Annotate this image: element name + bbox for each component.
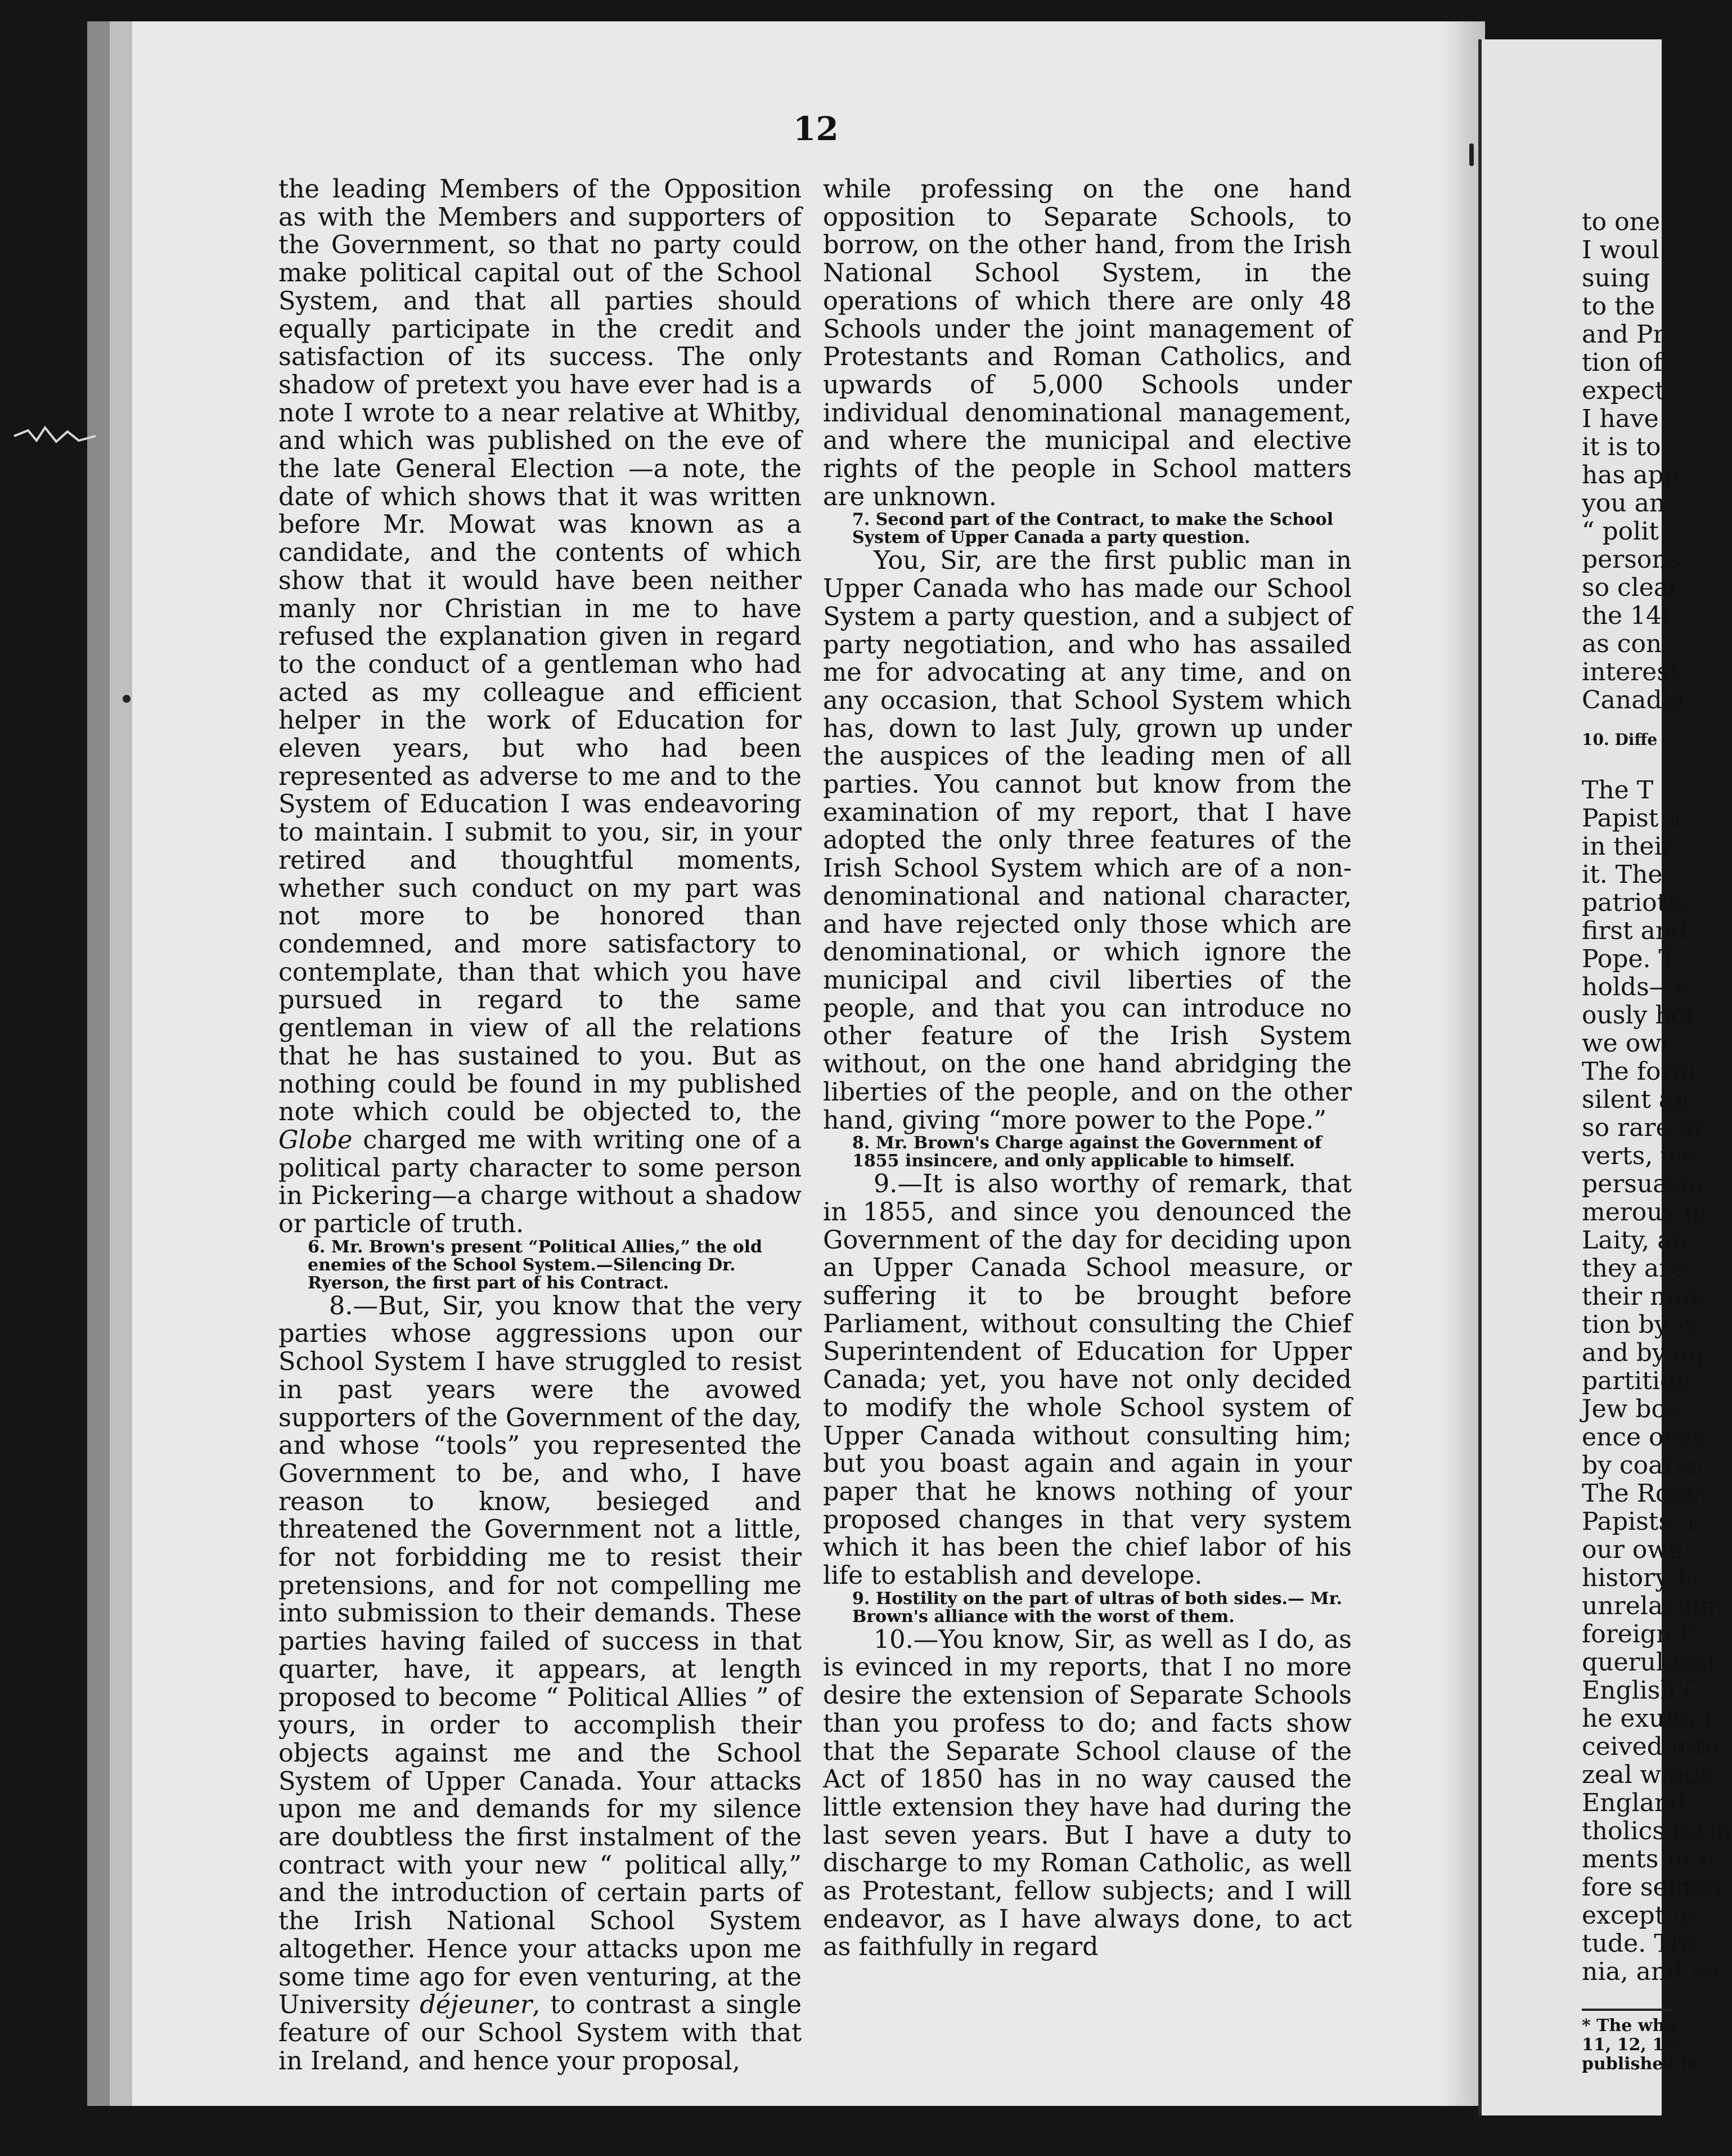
paragraph-continuation: the leading Members of the Opposition as with the Members and supporters of the Government, so that no party could make political capital out of the School System, and that all parties should equally participate in the credit and satisfaction of its success. The only shadow of pretext you have ever had is a note I wrote to a near relative at Whitby, and which was published on the eve of the late General Election —a note, the date of which shows that it was written before Mr. Mowat was known as a candidate, and the contents of which show that it would have been neither manly nor Christian in me to have refused the explanation given in regard to the conduct of a gentleman who had acted as my colleague and efficient helper in the work of Education for eleven years, but who had been represented as adverse to me and to the System of Education I was endeavoring to maintain. I submit to you, sir, in your retired and thoughtful moments, whether such conduct on my part was not more to be honored than condemned, and more satisfactory to contemplate, than that which you have pursued in regard to the same gentleman in view of all the relations that he has sustained to you. But as nothing could be found in my published note which could be objected to, the Globe charged me with writing one of a political party character to some person in Pickering—a charge without a shadow or particle of truth. bbox=[278, 175, 802, 1239]
section-heading-9: 9. Hostility on the part of ultras of both sides.— Mr. Brown's alliance with the worst of them. bbox=[852, 1588, 1343, 1627]
binding-mark bbox=[1469, 143, 1474, 166]
right-heading-10: 10. Diffe bbox=[1582, 730, 1658, 749]
section-heading-7: 7. Second part of the Contract, to make the School System of Upper Canada a party question. bbox=[852, 510, 1334, 548]
paragraph-continuation-mid: while professing on the one hand opposition to Separate Schools, to borrow, on the other hand, from the Irish National School System, in the operations of which there are only 48 Schools under the joint management of Protestants and Roman Catholics, and upwards of 5,000 Schools under individual denominational management, and where the municipal and elective rights of the people in School matters are unknown. bbox=[823, 175, 1352, 511]
paragraph-7: You, Sir, are the first public man in Upper Canada who has made our School System a party question, and a subject of party negotiation, and who has assailed me for advocating at any time, and on any occasion, that School System which has, down to last July, grown up under the auspices of the leading men of all parties. You cannot but know from the examination of my report, that I have adopted the only three features of the Irish School System which are of a non-denominational and national character, and have rejected only those which are denominational, or which ignore the municipal and civil liberties of the people, and that you can introduce no other feature of the Irish System without, on the one hand abridging the liberties of the people, and on the other hand, giving “more power to the Pope.” bbox=[823, 546, 1352, 1135]
paragraph-8: 8.—But, Sir, you know that the very parties whose aggressions upon our School System I have struggled to resist in past years were the avowed supporters of the Government of the day, and whose “tools” you represented the Government to be, and who, I have reason to know, besieged and threatened the Government not a little, for not forbidding me to resist their pretensions, and for not compelling me into submission to their demands. These parties having failed of success in that quarter, have, it appears, at length proposed to become “ Political Allies ” of yours, in order to accomplish their objects against me and the School System of Upper Canada. Your attacks upon me and demands for my silence are doubtless the first instalment of the contract with your new “ political ally,” and the introduction of certain parts of the Irish National School System altogether. Hence your attacks upon me some time ago for even venturing, at the University déjeuner, to contrast a single feature of our School System with that in Ireland, and hence your proposal, bbox=[278, 1291, 802, 2076]
paragraph-9: 9.—It is also worthy of remark, that in 1855, and since you denounced the Government of the day for deciding upon an Upper Canada School measure, or suffering it to be brought before Parliament, without consulting the Chief Superintendent of Education for Upper Canada; yet, you have not only decided to modify the whole School system of Upper Canada without consulting him; but you boast again and again in your paper that he knows nothing of your proposed changes in that very system which it has been the chief labor of his life to establish and develope. bbox=[823, 1170, 1352, 1591]
footnote-rule bbox=[1582, 2009, 1672, 2011]
section-heading-6: 6. Mr. Brown's present “Political Allies,” the old enemies of the School System.—Silencing Dr. Ryerson, the first part of his Contract. bbox=[308, 1237, 762, 1293]
left-column bbox=[278, 176, 802, 2075]
margin-dot bbox=[123, 695, 131, 703]
right-column-fragment bbox=[1582, 208, 1732, 2074]
right-lines-bottom: The T Papist a in their it. The patriotis first and Pope. T holds—w ously hol we owe The form silent an so rare in verts, we persuasio merous in Laity, an they are their num tion by w and by ag partition Jew boy ence over by coarse The Roma Papists, r our own c history be unrelaxing foreign P querulousl English C he exults i ceived into zeal which England. tholics form ments in R fore seldon except as tude. The nia, and so bbox=[1582, 776, 1732, 1986]
paragraph-10: 10.—You know, Sir, as well as I do, as is evinced in my reports, that I no more desire the extension of Separate Schools than you profess to do; and facts show that the Separate School clause of the Act of 1850 has in no way caused the little extension they have had during the last seven years. But I have a duty to discharge to my Roman Catholic, as well as Protestant, fellow subjects; and I will endeavor, as I have always done, to act as faithfully in regard bbox=[823, 1625, 1352, 1962]
margin-scribble bbox=[11, 419, 101, 453]
middle-column bbox=[823, 176, 1352, 1961]
section-heading-8: 8. Mr. Brown's Charge against the Government of 1855 insincere, and only applicable to himself. bbox=[852, 1133, 1322, 1171]
footnote: * The who 11, 12, 13, published in bbox=[1582, 2016, 1699, 2074]
page-number: 12 bbox=[793, 110, 839, 148]
right-lines-top: to one I woul suing to the and Pr tion of expect I have it is to has app you an “ polit persons so clear the 14t as con interest Canadia bbox=[1582, 208, 1685, 715]
